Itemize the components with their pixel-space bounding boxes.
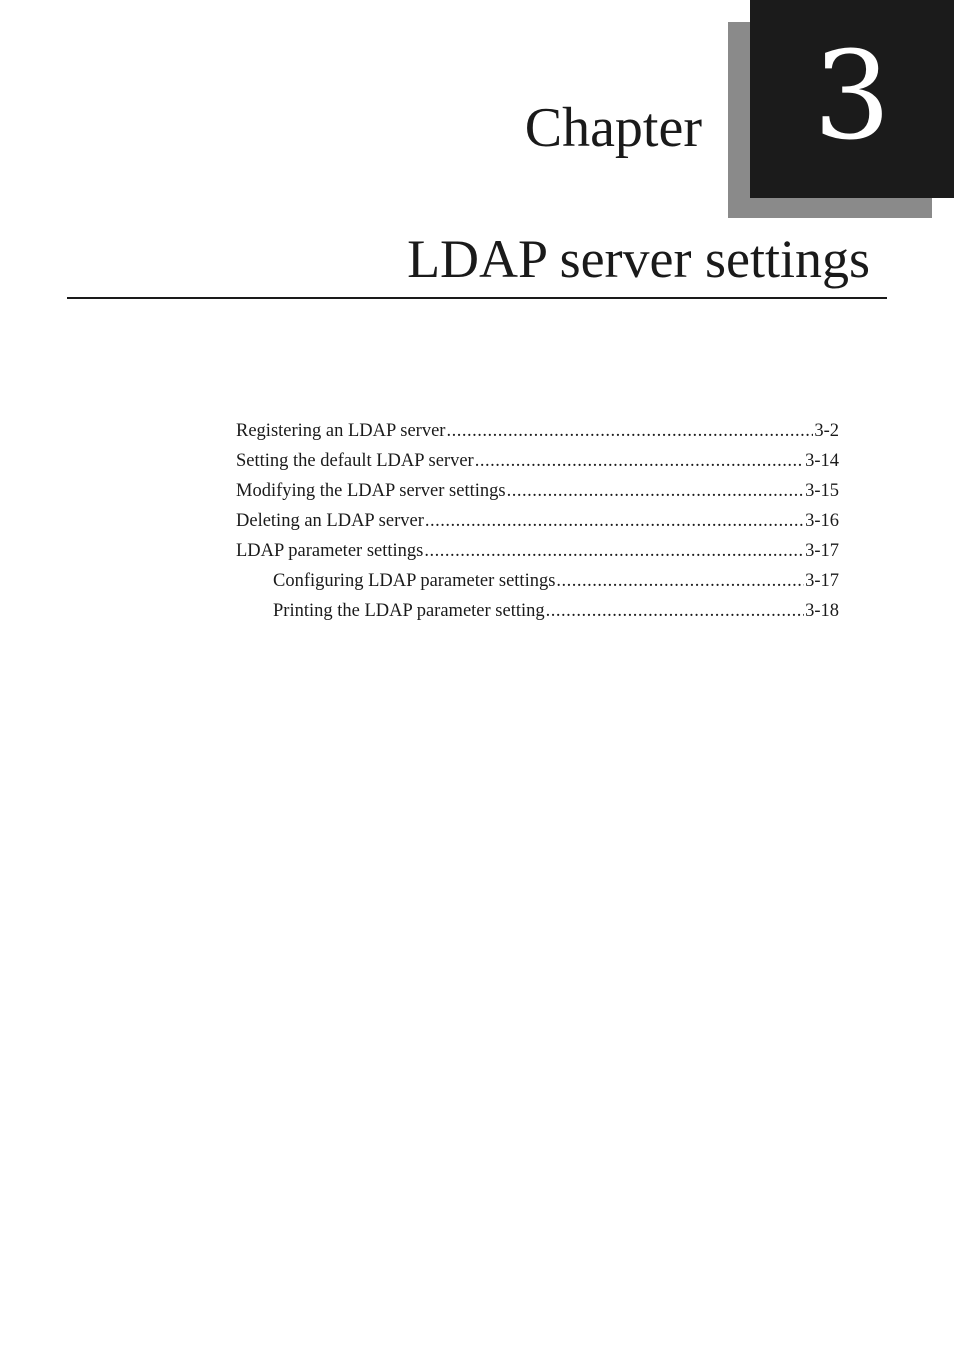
chapter-title: LDAP server settings bbox=[407, 229, 870, 289]
toc-entry-label: Modifying the LDAP server settings bbox=[236, 481, 506, 501]
toc-entry-label: Deleting an LDAP server bbox=[236, 511, 424, 531]
toc-entry[interactable] bbox=[236, 511, 839, 541]
toc-entry-page: 3-15 bbox=[805, 481, 839, 501]
table-of-contents bbox=[236, 421, 839, 631]
toc-subentry[interactable] bbox=[236, 571, 839, 601]
toc-dot-leader bbox=[556, 571, 804, 592]
toc-entry-page: 3-14 bbox=[805, 451, 839, 471]
chapter-label: Chapter bbox=[524, 97, 702, 159]
toc-dot-leader bbox=[425, 511, 804, 532]
toc-dot-leader bbox=[446, 421, 813, 442]
chapter-number: 3 bbox=[813, 25, 891, 167]
toc-entry-label: Configuring LDAP parameter settings bbox=[273, 571, 556, 591]
toc-entry-page: 3-17 bbox=[805, 571, 839, 591]
toc-entry-label: LDAP parameter settings bbox=[236, 541, 424, 561]
toc-dot-leader bbox=[424, 541, 804, 562]
toc-entry-page: 3-17 bbox=[805, 541, 839, 561]
toc-entry-label: Printing the LDAP parameter setting bbox=[273, 601, 545, 621]
toc-dot-leader bbox=[546, 601, 804, 622]
toc-entry[interactable] bbox=[236, 451, 839, 481]
toc-dot-leader bbox=[475, 451, 804, 472]
toc-entry-page: 3-18 bbox=[805, 601, 839, 621]
toc-dot-leader bbox=[507, 481, 804, 502]
toc-entry[interactable] bbox=[236, 481, 839, 511]
toc-subentry[interactable] bbox=[236, 601, 839, 631]
toc-entry[interactable] bbox=[236, 541, 839, 571]
title-rule bbox=[67, 297, 887, 299]
toc-entry-label: Setting the default LDAP server bbox=[236, 451, 474, 471]
toc-entry[interactable] bbox=[236, 421, 839, 451]
toc-entry-page: 3-16 bbox=[805, 511, 839, 531]
toc-entry-page: 3-2 bbox=[814, 421, 839, 441]
chapter-number-box bbox=[750, 0, 954, 198]
toc-entry-label: Registering an LDAP server bbox=[236, 421, 446, 441]
